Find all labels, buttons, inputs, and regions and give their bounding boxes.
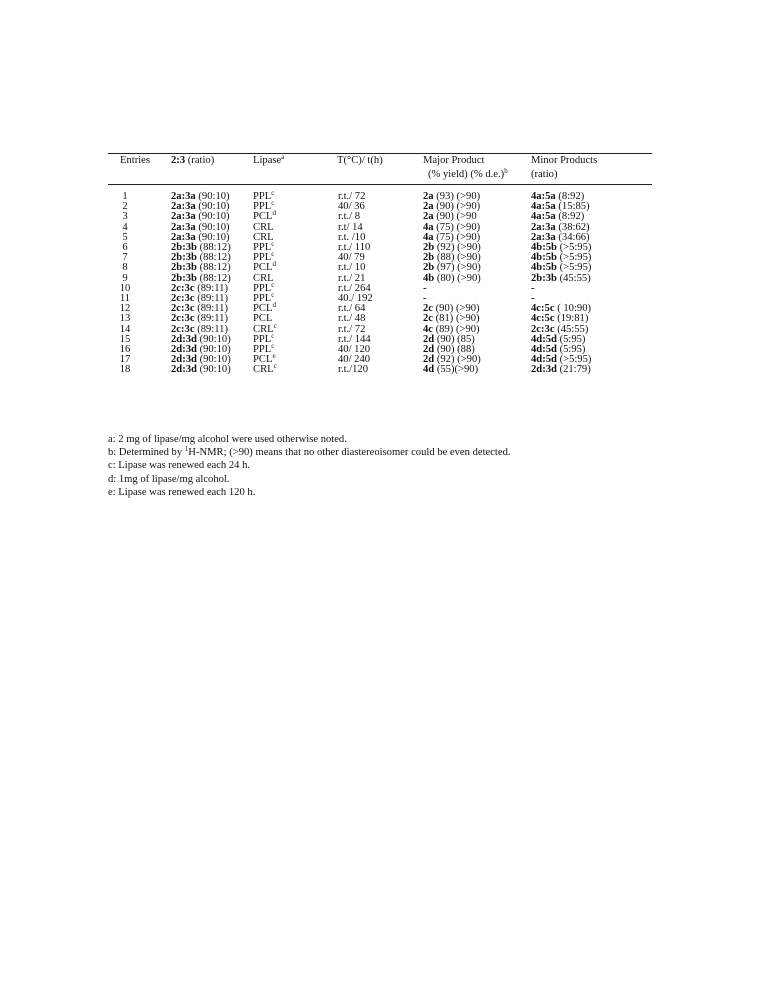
cell-entry: 18 (119, 364, 131, 376)
cell-ratio-value: (90:10) (198, 191, 230, 202)
cell-conditions: 40/ 120 (338, 344, 371, 356)
cell-conditions: r.t./120 (338, 364, 369, 376)
cell-ratio-value: (90:10) (198, 201, 230, 213)
cell-conditions: 40/ 240 (338, 354, 371, 366)
cell-lipase-name: PCL (253, 313, 273, 325)
cell-major-bold: 4b (423, 272, 435, 284)
cell-pair: 2d:3d (171, 364, 197, 376)
footnote-d: d: 1mg of lipase/mg alcohol. (108, 473, 230, 485)
cell-major-bold: 4d (423, 364, 435, 376)
cell-ratio-value: (90:10) (199, 354, 231, 366)
header-major-subtitle (423, 167, 531, 184)
cell-major-rest: (75) (>90) (436, 231, 481, 243)
cell-entry: 6 (122, 242, 128, 254)
cell-conditions: r.t./ 144 (338, 333, 371, 345)
cell-major-bold: 2c (423, 303, 433, 315)
cell-pair: 2c:3c (171, 323, 195, 335)
cell-entry: 2 (122, 201, 128, 213)
cell-pair: 2c:3c (171, 303, 195, 315)
cell-major-rest: (75) (>90) (436, 221, 481, 233)
cell-major-bold: 2c (423, 313, 433, 325)
cell-minor-rest: (>5:95) (559, 262, 592, 274)
cell-entry: 14 (119, 323, 131, 335)
cell-major-rest: (93) (>90) (436, 191, 481, 202)
cell-minor-rest: (8:92) (558, 211, 585, 223)
cell-lipase-sup: c (273, 362, 277, 371)
cell-minor-rest: (15:85) (558, 201, 590, 213)
cell-lipase-name: CRL (253, 231, 274, 243)
cell-lipase-name: CRL (253, 323, 274, 335)
cell-ratio-value: (88:12) (199, 242, 231, 254)
cell-ratio (152, 184, 253, 202)
cell-lipase-name: PPL (253, 201, 272, 213)
cell-lipase-name: PCL (253, 211, 273, 223)
cell-conditions: r.t./ 72 (338, 191, 366, 202)
cell-major-bold: 2d (423, 354, 435, 366)
cell-major-bold: 2d (423, 344, 435, 356)
cell-minor-rest: (8:92) (558, 191, 585, 202)
cell-minor (531, 184, 652, 202)
cell-lipase-name: CRL (253, 221, 274, 233)
cell-pair: 2a:3a (171, 211, 196, 223)
cell-lipase-sup: c (271, 240, 275, 249)
cell-lipase-name: PCL (253, 303, 273, 315)
cell-conditions: r.t./ 64 (338, 303, 366, 315)
cell-lipase-sup: c (271, 342, 275, 351)
cell-pair: 2c:3c (171, 313, 195, 325)
cell-minor-bold: 2a:3a (531, 221, 556, 233)
cell-pair: 2b:3b (171, 242, 197, 254)
footnote-b-pre: b: Determined by (108, 447, 185, 459)
cell-minor-rest: (34:66) (558, 231, 590, 243)
cell-minor-bold: 4c:5c (531, 303, 555, 315)
cell-major-bold: 4a (423, 221, 434, 233)
cell-pair: 2b:3b (171, 262, 197, 274)
cell-minor-rest: (>5:95) (559, 354, 592, 366)
cell-major (423, 184, 531, 202)
footnotes (108, 433, 511, 499)
cell-conditions: 40/ 79 (338, 252, 365, 264)
cell-pair: 2b:3b (171, 252, 197, 264)
header-ratio-bold: 2:3 (171, 155, 186, 166)
cell-pair: 2d:3d (171, 354, 197, 366)
header-entries: Entries (120, 155, 151, 166)
cell-minor-bold: - (531, 293, 535, 305)
cell-minor-rest: (21:79) (559, 364, 591, 376)
cell-major-bold: 2a (423, 201, 434, 213)
header-major-sup: b (504, 167, 508, 175)
cell-lipase-sup: c (271, 291, 275, 300)
cell-major-rest: (90) (85) (436, 333, 475, 345)
footnote-e: e: Lipase was renewed each 120 h. (108, 486, 256, 498)
cell-conditions: 40./ 192 (338, 293, 373, 305)
cell-major-rest: (90) (88) (436, 344, 475, 356)
footnote-b-sup: 1 (184, 445, 189, 454)
cell-conditions: 40/ 36 (338, 201, 365, 213)
cell-major-rest: (89) (>90) (435, 323, 480, 335)
cell-major-bold: 2b (423, 252, 435, 264)
cell-minor-bold: 2d:3d (531, 364, 557, 376)
header-ratio-text: (ratio) (187, 155, 215, 166)
cell-major-bold: 2a (423, 211, 434, 223)
cell-entry: 13 (119, 313, 131, 325)
cell-conditions: r.t./ 264 (338, 282, 371, 294)
cell-entry: 17 (119, 354, 131, 366)
cell-lipase-sup: d (272, 209, 276, 218)
cell-minor-bold: 4c:5c (531, 313, 555, 325)
header-minor-subtitle: (ratio) (531, 169, 558, 180)
cell-minor-rest: (>5:95) (559, 242, 592, 254)
cell-lipase-name: PPL (253, 282, 272, 294)
header-lipase (253, 153, 337, 170)
cell-major-rest: (80) (>90) (436, 272, 481, 284)
cell-lipase-sup: c (273, 321, 277, 330)
cell-major-rest: (92) (>90) (436, 242, 481, 254)
cell-minor (531, 284, 652, 294)
cell-entry: 3 (122, 211, 128, 223)
cell-ratio-value: (90:10) (198, 231, 230, 243)
header-minor-products: Minor Products (531, 155, 598, 166)
cell-ratio-value: (89:11) (197, 282, 228, 294)
cell-ratio-value: (89:11) (197, 313, 228, 325)
cell-minor-bold: 4a:5a (531, 211, 556, 223)
cell-major (423, 365, 531, 375)
cell-conditions: r.t./ 110 (338, 242, 371, 254)
cell-entry: 1 (122, 191, 128, 202)
cell-pair: 2d:3d (171, 333, 197, 345)
cell-major-rest: (90) (>90) (435, 303, 480, 315)
cell-entry: 5 (122, 231, 128, 243)
cell-ratio (152, 365, 253, 375)
cell-ratio-value: (88:12) (199, 262, 231, 274)
cell-major-rest: (81) (>90) (435, 313, 480, 325)
cell-minor-rest: (45:55) (557, 323, 589, 335)
cell-ratio-value: (90:10) (199, 333, 231, 345)
footnote-c: c: Lipase was renewed each 24 h. (108, 460, 251, 472)
footnote-a: a: 2 mg of lipase/mg alcohol were used otherwise noted. (108, 434, 347, 445)
results-table (108, 153, 652, 376)
cell-pair: 2d:3d (171, 344, 197, 356)
header-major-product: Major Product (423, 155, 485, 166)
cell-lipase-sup: d (272, 301, 276, 310)
footnote-b-post: H-NMR; (>90) means that no other diastereoisomer could be even detected. (188, 447, 511, 459)
cell-minor-rest: (5:95) (559, 344, 586, 356)
cell-lipase-name: CRL (253, 364, 274, 376)
cell-minor-bold: 2b:3b (531, 272, 557, 284)
cell-ratio-value: (89:11) (197, 323, 228, 335)
cell-conditions: r.t./ 8 (338, 211, 361, 223)
cell-entry: 15 (119, 333, 131, 345)
cell-entry: 9 (122, 272, 128, 284)
cell-entry: 7 (122, 252, 128, 264)
cell-ratio-value: (88:12) (199, 252, 231, 264)
cell-entry: 12 (119, 303, 131, 315)
cell-major (423, 284, 531, 294)
cell-minor-bold: 4b:5b (531, 262, 557, 274)
cell-lipase (253, 184, 337, 202)
cell-minor-bold: 4b:5b (531, 252, 557, 264)
header-lipase-text: Lipase (253, 155, 282, 166)
cell-major-rest: (90) (>90) (436, 201, 481, 213)
header-major-sub-text: (% yield) (% d.e.) (428, 169, 505, 180)
cell-minor-bold: 4d:5d (531, 354, 557, 366)
cell-conditions: r.t./ 72 (338, 323, 366, 335)
cell-lipase-sup: d (272, 260, 276, 269)
cell-major (423, 274, 531, 284)
cell-minor-bold: 2a:3a (531, 231, 556, 243)
cell-major-rest: (97) (>90) (436, 262, 481, 274)
cell-ratio-value: (89:11) (197, 293, 228, 305)
cell-minor-rest: ( 10:90) (557, 303, 592, 315)
cell-lipase-name: PPL (253, 252, 272, 264)
cell-minor (531, 274, 652, 284)
table-top-rule (108, 153, 652, 154)
cell-ratio-value: (88:12) (199, 272, 231, 284)
cell-lipase-name: PPL (253, 191, 272, 202)
cell-pair: 2a:3a (171, 221, 196, 233)
cell-major-rest: (90) (>90 (436, 211, 477, 223)
cell-major-bold: 4a (423, 231, 434, 243)
table-row (108, 365, 652, 375)
table-row (108, 184, 652, 202)
cell-major-bold: 2b (423, 262, 435, 274)
cell-lipase-sup: c (271, 189, 275, 197)
cell-lipase (253, 362, 337, 376)
cell-conditions: r.t./ 48 (338, 313, 366, 325)
cell-major-bold: 4c (423, 323, 433, 335)
cell-ratio-value: (89:11) (197, 303, 228, 315)
cell-entry: 10 (119, 282, 131, 294)
cell-pair: 2a:3a (171, 191, 196, 202)
cell-minor-bold: - (531, 282, 535, 294)
cell-pair: 2a:3a (171, 231, 196, 243)
cell-major-bold: 2b (423, 242, 435, 254)
cell-minor-rest: (45:55) (559, 272, 591, 284)
cell-minor-rest: (5:95) (559, 333, 586, 345)
cell-minor-bold: 4a:5a (531, 201, 556, 213)
cell-lipase-name: PPL (253, 293, 272, 305)
cell-lipase-name: PPL (253, 333, 272, 345)
cell-conditions: r.t. /10 (338, 231, 366, 243)
cell-pair: 2b:3b (171, 272, 197, 284)
header-ratio (152, 156, 253, 170)
cell-lipase-name: CRL (253, 272, 274, 284)
cell-lipase-name: PCL (253, 262, 273, 274)
header-temp-time: T(°C)/ t(h) (337, 155, 383, 166)
cell-ratio-value: (90:10) (199, 344, 231, 356)
cell-major-bold: 2a (423, 191, 434, 202)
cell-conditions: r.t./ 10 (338, 262, 366, 274)
cell-major-bold: - (423, 293, 427, 305)
cell-entry: 8 (122, 262, 128, 274)
cell-minor-bold: 4d:5d (531, 344, 557, 356)
results-table-body (108, 184, 652, 376)
cell-major-rest: (55)(>90) (436, 364, 479, 376)
cell-lipase-sup: c (271, 331, 275, 340)
cell-conditions: r.t/ 14 (338, 221, 363, 233)
cell-ratio-value: (90:10) (198, 211, 230, 223)
cell-lipase-sup: c (271, 199, 275, 208)
cell-entry: 11 (119, 293, 131, 305)
cell-minor-bold: 4a:5a (531, 191, 556, 202)
cell-minor-rest: (38:62) (558, 221, 590, 233)
cell-major-rest: (92) (>90) (436, 354, 481, 366)
cell-pair: 2a:3a (171, 201, 196, 213)
cell-pair: 2c:3c (171, 293, 195, 305)
cell-major-bold: - (423, 282, 427, 294)
cell-lipase-name: PPL (253, 242, 272, 254)
cell-minor (531, 365, 652, 375)
cell-entry: 4 (122, 221, 128, 233)
cell-lipase-sup: c (271, 280, 275, 289)
cell-ratio-value: (90:10) (198, 221, 230, 233)
cell-lipase-sup: e (272, 352, 276, 361)
cell-entry: 16 (119, 344, 131, 356)
footnote-b (108, 446, 511, 459)
cell-minor-rest: (>5:95) (559, 252, 592, 264)
cell-major-bold: 2d (423, 333, 435, 345)
header-lipase-sup: a (281, 153, 285, 161)
cell-pair: 2c:3c (171, 282, 195, 294)
cell-ratio-value: (90:10) (199, 364, 231, 376)
cell-minor-bold: 2c:3c (531, 323, 555, 335)
cell-lipase-name: PCL (253, 354, 273, 366)
cell-minor-bold: 4d:5d (531, 333, 557, 345)
cell-lipase-name: PPL (253, 344, 272, 356)
cell-minor-bold: 4b:5b (531, 242, 557, 254)
cell-conditions: r.t./ 21 (338, 272, 366, 284)
cell-lipase-sup: c (271, 250, 275, 259)
cell-major-rest: (88) (>90) (436, 252, 481, 264)
cell-minor-rest: (19:81) (557, 313, 589, 325)
